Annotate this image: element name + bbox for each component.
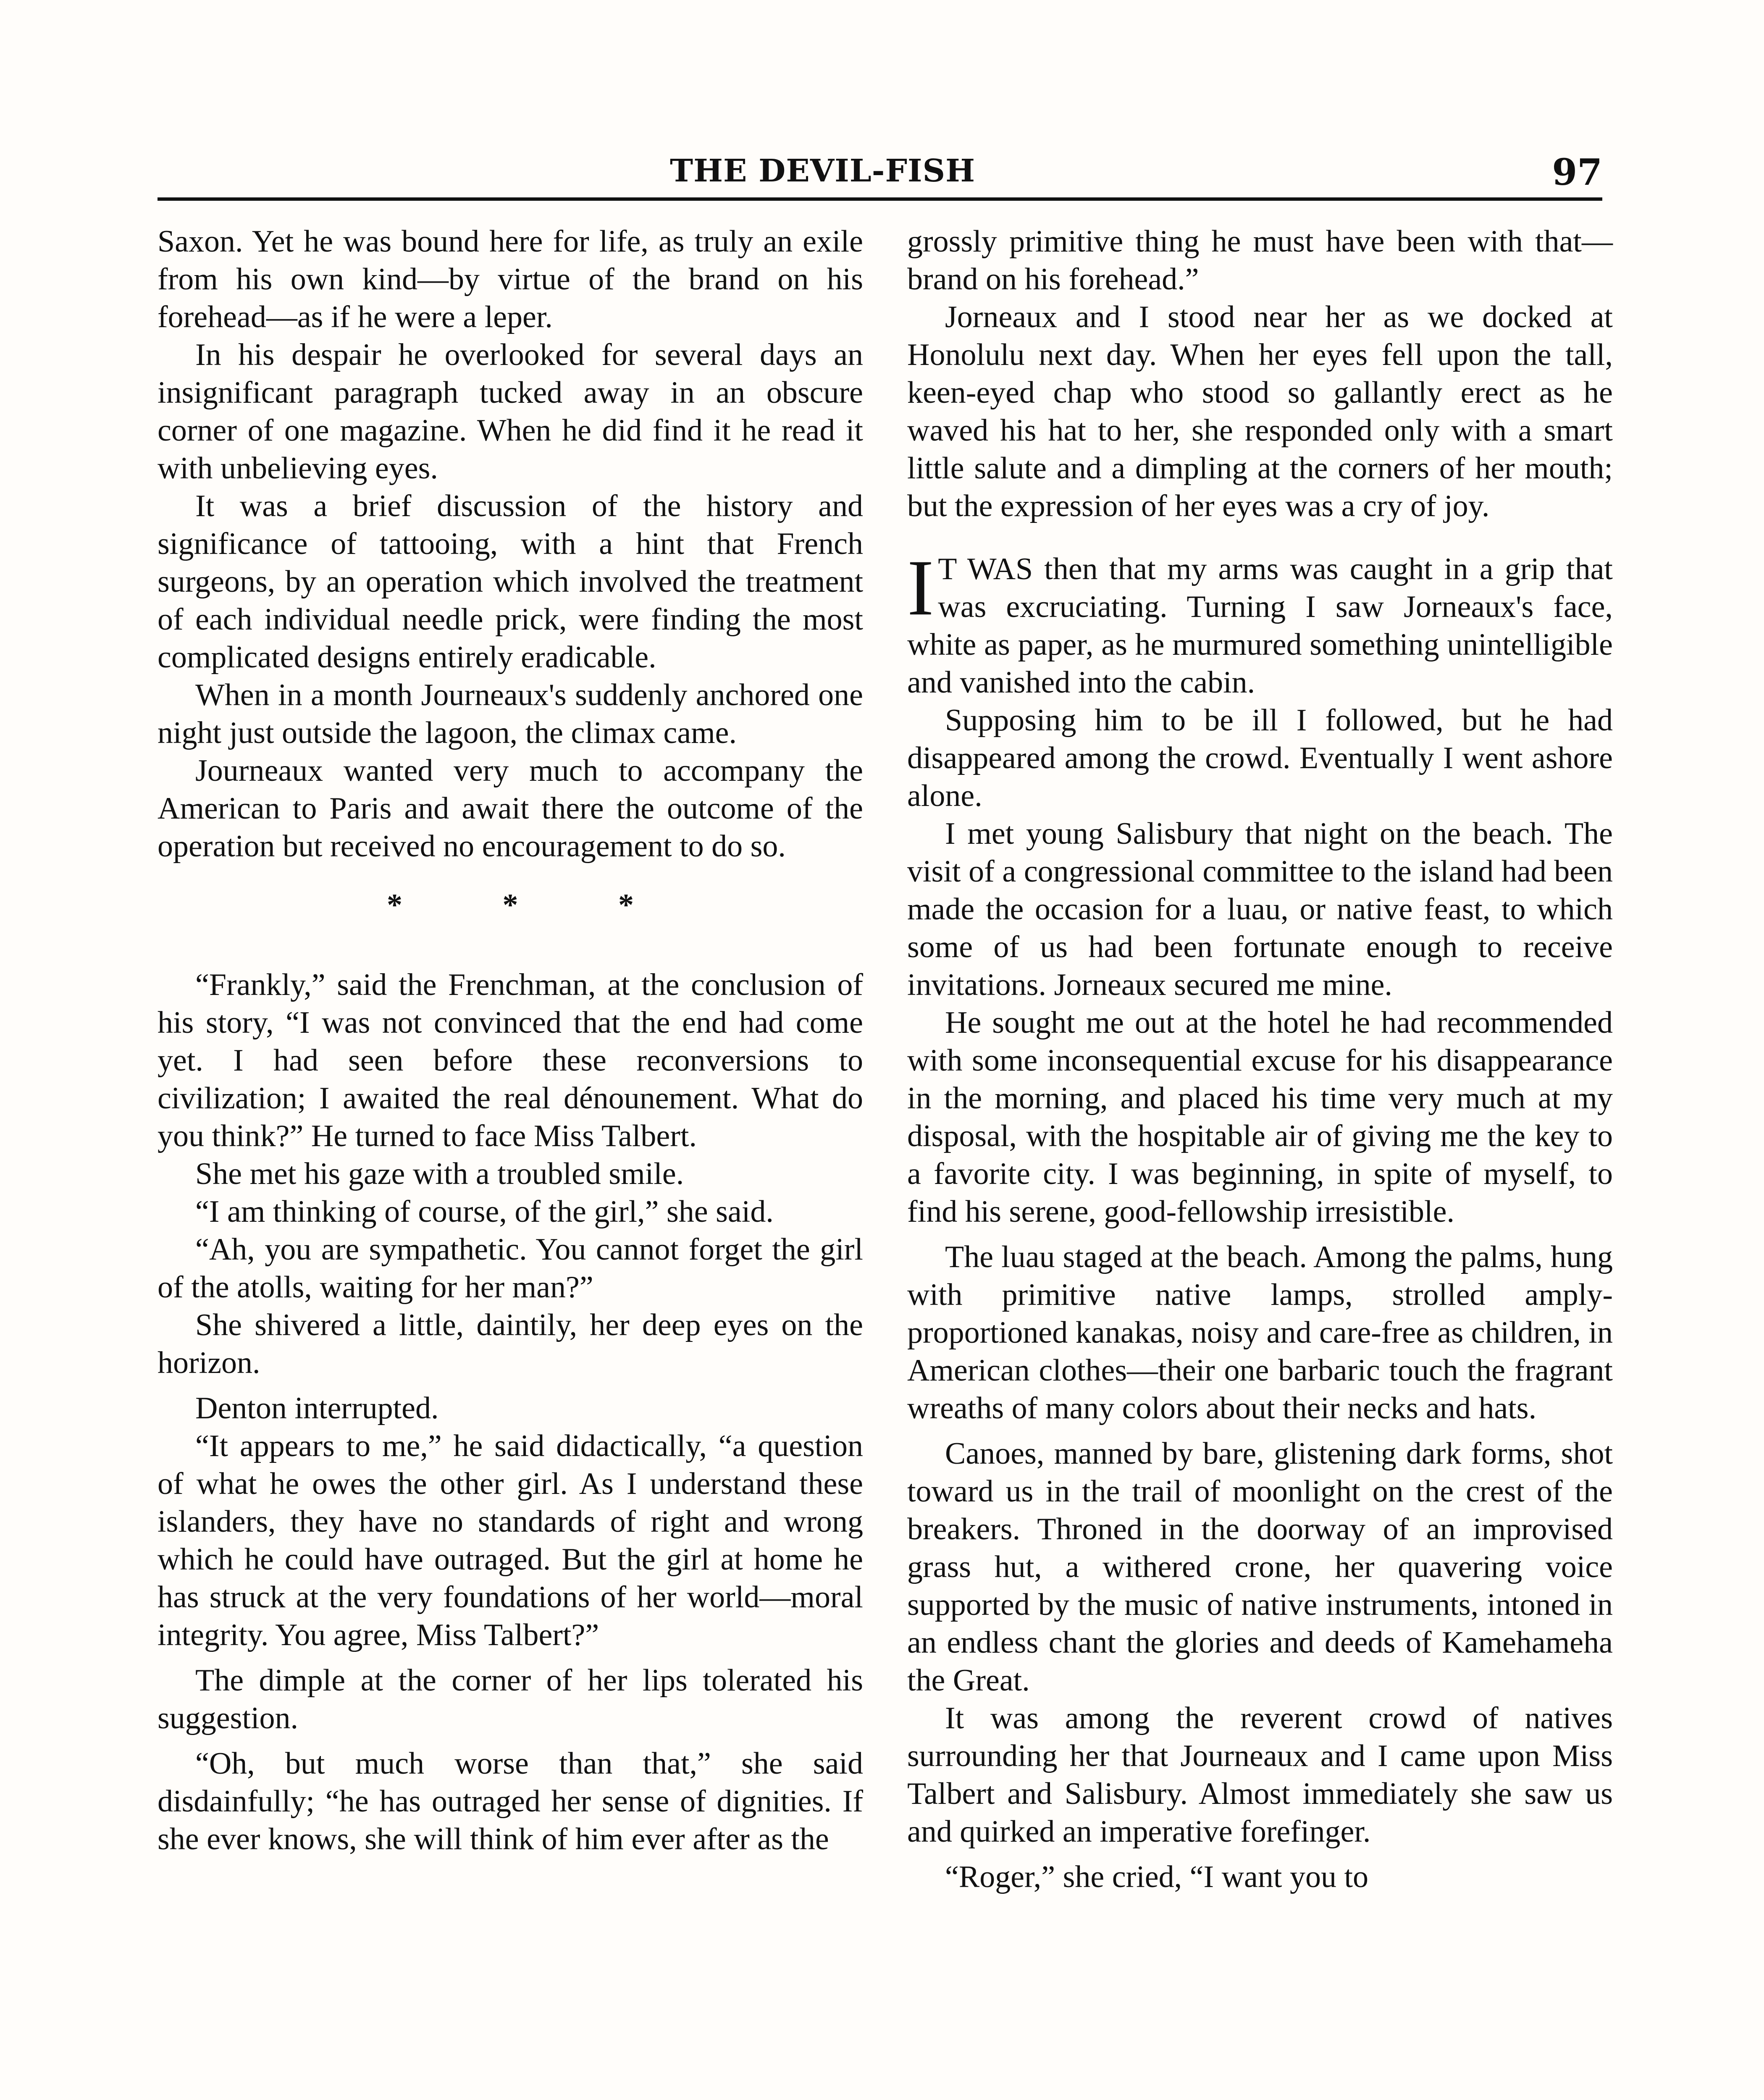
paragraph: When in a month Journeaux's suddenly anchored one night just outside the lagoon, the climax came. xyxy=(158,678,863,750)
page-header xyxy=(158,151,1602,201)
right-column xyxy=(907,223,1613,1896)
drop-cap: I xyxy=(907,544,934,632)
paragraph: It was among the reverent crowd of natives surrounding her that Journeaux and I came upon Miss Talbert and Salisbury. Almost immediately she saw us and quirked an imperative forefinger. xyxy=(907,1701,1613,1849)
paragraph: “Roger,” she cried, “I want you to xyxy=(945,1860,1368,1894)
paragraph: It was a brief discussion of the history and significance of tattooing, with a hint that French surgeons, by an operation which involved the treatment of each individual needle prick, were finding the most complicated designs entirely eradicable. xyxy=(158,489,863,675)
paragraph: He sought me out at the hotel he had recommended with some inconsequential excuse for his disappearance in the morning, and placed his time very much at my disposal, with the hospitable air of giving me the key to a favorite city. I was beginning, in spite of myself, to find his serene, good-fellowship irresistible. xyxy=(907,1005,1613,1229)
page-number: 97 xyxy=(1552,151,1602,194)
paragraph: Saxon. Yet he was bound here for life, as truly an exile from his own kind—by virtue of the brand on his forehead—as if he were a leper. xyxy=(158,224,863,334)
paragraph: She shivered a little, daintily, her deep eyes on the horizon. xyxy=(158,1308,863,1380)
paragraph: Denton interrupted. xyxy=(195,1391,439,1425)
paragraph: grossly primitive thing he must have been with that—brand on his forehead.” xyxy=(907,224,1613,297)
paragraph: “Frankly,” said the Frenchman, at the conclusion of his story, “I was not convinced that the end had come yet. I had seen before these reconversions to civilization; I awaited the real dénounement. What do you think?” He turned to face Miss Talbert. xyxy=(158,968,863,1153)
paragraph: “I am thinking of course, of the girl,” she said. xyxy=(195,1194,774,1229)
paragraph: Supposing him to be ill I followed, but he had disappeared among the crowd. Eventually I went ashore alone. xyxy=(907,703,1613,813)
paragraph: Jorneaux and I stood near her as we docked at Honolulu next day. When her eyes fell upon the tall, keen-eyed chap who stood so gallantly erect as he waved his hat to her, she responded only with a smart little salute and a dimpling at the corners of her mouth; but the expression of her eyes was a cry of joy. xyxy=(907,300,1613,523)
paragraph: “Oh, but much worse than that,” she said disdainfully; “he has outraged her sense of dignities. If she ever knows, she will think of him ever after as the xyxy=(158,1746,863,1856)
paragraph-text: T WAS then that my arms was caught in a grip that was excruciating. Turning I saw Jorneaux's face, white as paper, as he murmured something unintelligible and vanished into the cabin. xyxy=(907,552,1613,700)
paragraph: The dimple at the corner of her lips tolerated his suggestion. xyxy=(158,1663,863,1735)
section-separator: * * * xyxy=(387,888,680,922)
paragraph: “It appears to me,” he said didactically, “a question of what he owes the other girl. As I understand these islanders, they have no standards of right and wrong which he could have outraged. But the girl at home he has struck at the very foundations of her world—moral integrity. You agree, Miss Talbert?” xyxy=(158,1429,863,1652)
paragraph: “Ah, you are sympathetic. You cannot forget the girl of the atolls, waiting for her man?” xyxy=(158,1232,863,1305)
running-title: THE DEVIL-FISH xyxy=(670,153,976,189)
paragraph: I met young Salisbury that night on the beach. The visit of a congressional committee to the island had been made the occasion for a luau, or native feast, to which some of us had been fortunate enough to receive invitations. Jorneaux secured me mine. xyxy=(907,816,1613,1002)
paragraph: The luau staged at the beach. Among the palms, hung with primitive native lamps, strolled amply-proportioned kanakas, noisy and care-free as children, in American clothes—their one barbaric touch the fragrant wreaths of many colors about their necks and hats. xyxy=(907,1240,1613,1425)
paragraph: In his despair he overlooked for several days an insignificant paragraph tucked away in an obscure corner of one magazine. When he did find it he read it with unbelieving eyes. xyxy=(158,338,863,486)
paragraph: She met his gaze with a troubled smile. xyxy=(195,1157,684,1191)
section-opening-paragraph xyxy=(907,544,1613,701)
paragraph: Canoes, manned by bare, glistening dark forms, shot toward us in the trail of moonlight on the crest of the breakers. Throned in the doorway of an improvised grass hut, a withered crone, her quavering voice supported by the music of native instruments, intoned in an endless chant the glories and deeds of Kamehameha the Great. xyxy=(907,1436,1613,1698)
paragraph: Journeaux wanted very much to accompany the American to Paris and await there the outcome of the operation but received no encouragement to do so. xyxy=(158,753,863,864)
left-column xyxy=(158,223,863,1858)
